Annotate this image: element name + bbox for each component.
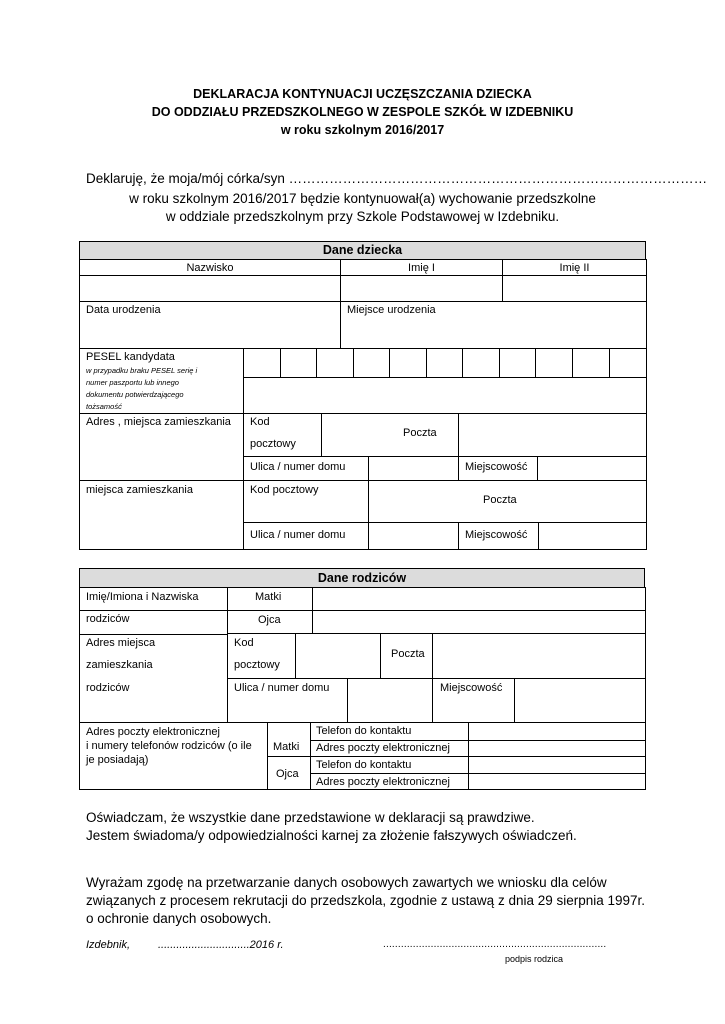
address1-label: Adres , miejsca zamieszkania (86, 416, 231, 428)
address2-label: miejsca zamieszkania (86, 484, 193, 496)
telefon2-label: Telefon do kontaktu (316, 759, 412, 771)
pesel-note-4: tożsamość (86, 402, 122, 411)
contact-label-2: i numery telefonów rodziców (o ile (86, 740, 252, 752)
parents-addr-label-2: zamieszkania (86, 659, 153, 671)
parents-poczta-label: Poczta (391, 648, 425, 660)
parents-ulica-label: Ulica / numer domu (234, 682, 330, 694)
birth-place-label: Miejsce urodzenia (347, 304, 436, 316)
statement-1-line2: Jestem świadoma/y odpowiedzialności karnej za złożenie fałszywych oświadczeń. (86, 828, 577, 843)
parents-addr-label-1: Adres miejsca (86, 637, 156, 649)
ulica-label: Ulica / numer domu (250, 461, 346, 473)
parents-kod-part2: pocztowy (234, 659, 280, 671)
parents-names-label-1: Imię/Imiona i Nazwiska (86, 591, 199, 603)
email-label: Adres poczty elektronicznej (316, 742, 450, 754)
statement-2-line3: o ochronie danych osobowych. (86, 911, 272, 926)
kod-pocztowy-label: Kod pocztowy (250, 484, 319, 496)
pesel-note-1: w przypadku braku PESEL serię i (86, 366, 198, 375)
contact-label-3: je posiadają) (86, 754, 149, 766)
kod-label-part2: pocztowy (250, 438, 296, 450)
declaration-line2: w roku szkolnym 2016/2017 będzie kontynuował(a) wychowanie przedszkolne (129, 191, 596, 206)
footer-signature-label: podpis rodzica (505, 954, 564, 964)
parents-section-header: Dane rodziców (79, 568, 645, 588)
kod-label-part1: Kod (250, 416, 270, 428)
statement-2-line1: Wyrażam zgodę na przetwarzanie danych osobowych zawartych we wniosku dla celów (86, 875, 607, 890)
ulica2-label: Ulica / numer domu (250, 529, 346, 541)
poczta-label: Poczta (403, 427, 437, 439)
form-title-line1: DEKLARACJA KONTYNUACJI UCZĘSZCZANIA DZIECKA (193, 87, 532, 101)
footer-date: ..............................2016 r. (158, 939, 284, 951)
form-title-line3: w roku szkolnym 2016/2017 (280, 123, 445, 137)
matki-label: Matki (255, 591, 282, 603)
contact-ojca-label: Ojca (276, 768, 299, 780)
pesel-note-2: numer paszportu lub innego (86, 378, 179, 387)
parents-names-label-2: rodziców (86, 613, 130, 625)
telefon-label: Telefon do kontaktu (316, 725, 412, 737)
birth-date-label: Data urodzenia (86, 304, 161, 316)
statement-2-line2: związanych z procesem rekrutacji do przedszkola, zgodnie z ustawą z dnia 29 sierpnia 1997r. (86, 893, 646, 908)
col-nazwisko: Nazwisko (186, 262, 234, 274)
col-imie-1: Imię I (408, 262, 435, 274)
parents-miejscowosc-label: Miejscowość (440, 682, 503, 694)
form-title-line2: DO ODDZIAŁU PRZEDSZKOLNEGO W ZESPOLE SZKÓŁ W IZDEBNIKU (151, 105, 574, 119)
ojca-label: Ojca (258, 614, 281, 626)
child-section-header: Dane dziecka (79, 241, 646, 260)
parents-addr-label-3: rodziców (86, 682, 130, 694)
miejscowosc-label: Miejscowość (465, 461, 528, 473)
declaration-line3: w oddziale przedszkolnym przy Szkole Podstawowej w Izdebniku. (165, 209, 560, 224)
declaration-line1: Deklaruję, że moja/mój córka/syn ………………………………………………………………………………… (86, 171, 708, 186)
col-imie-2: Imię II (559, 262, 590, 274)
footer-signature-line: ........................................................................... (383, 939, 607, 950)
parents-kod-part1: Kod (234, 637, 254, 649)
pesel-label: PESEL kandydata (86, 351, 175, 363)
footer-place: Izdebnik, (86, 939, 131, 951)
pesel-note-3: dokumentu potwierdzającego (86, 390, 184, 399)
miejscowosc2-label: Miejscowość (465, 529, 528, 541)
statement-1-line1: Oświadczam, że wszystkie dane przedstawione w deklaracji są prawdziwe. (86, 810, 535, 825)
email2-label: Adres poczty elektronicznej (316, 776, 450, 788)
contact-label-1: Adres poczty elektronicznej (86, 726, 220, 738)
contact-matki-label: Matki (273, 741, 300, 753)
poczta2-label: Poczta (483, 494, 517, 506)
